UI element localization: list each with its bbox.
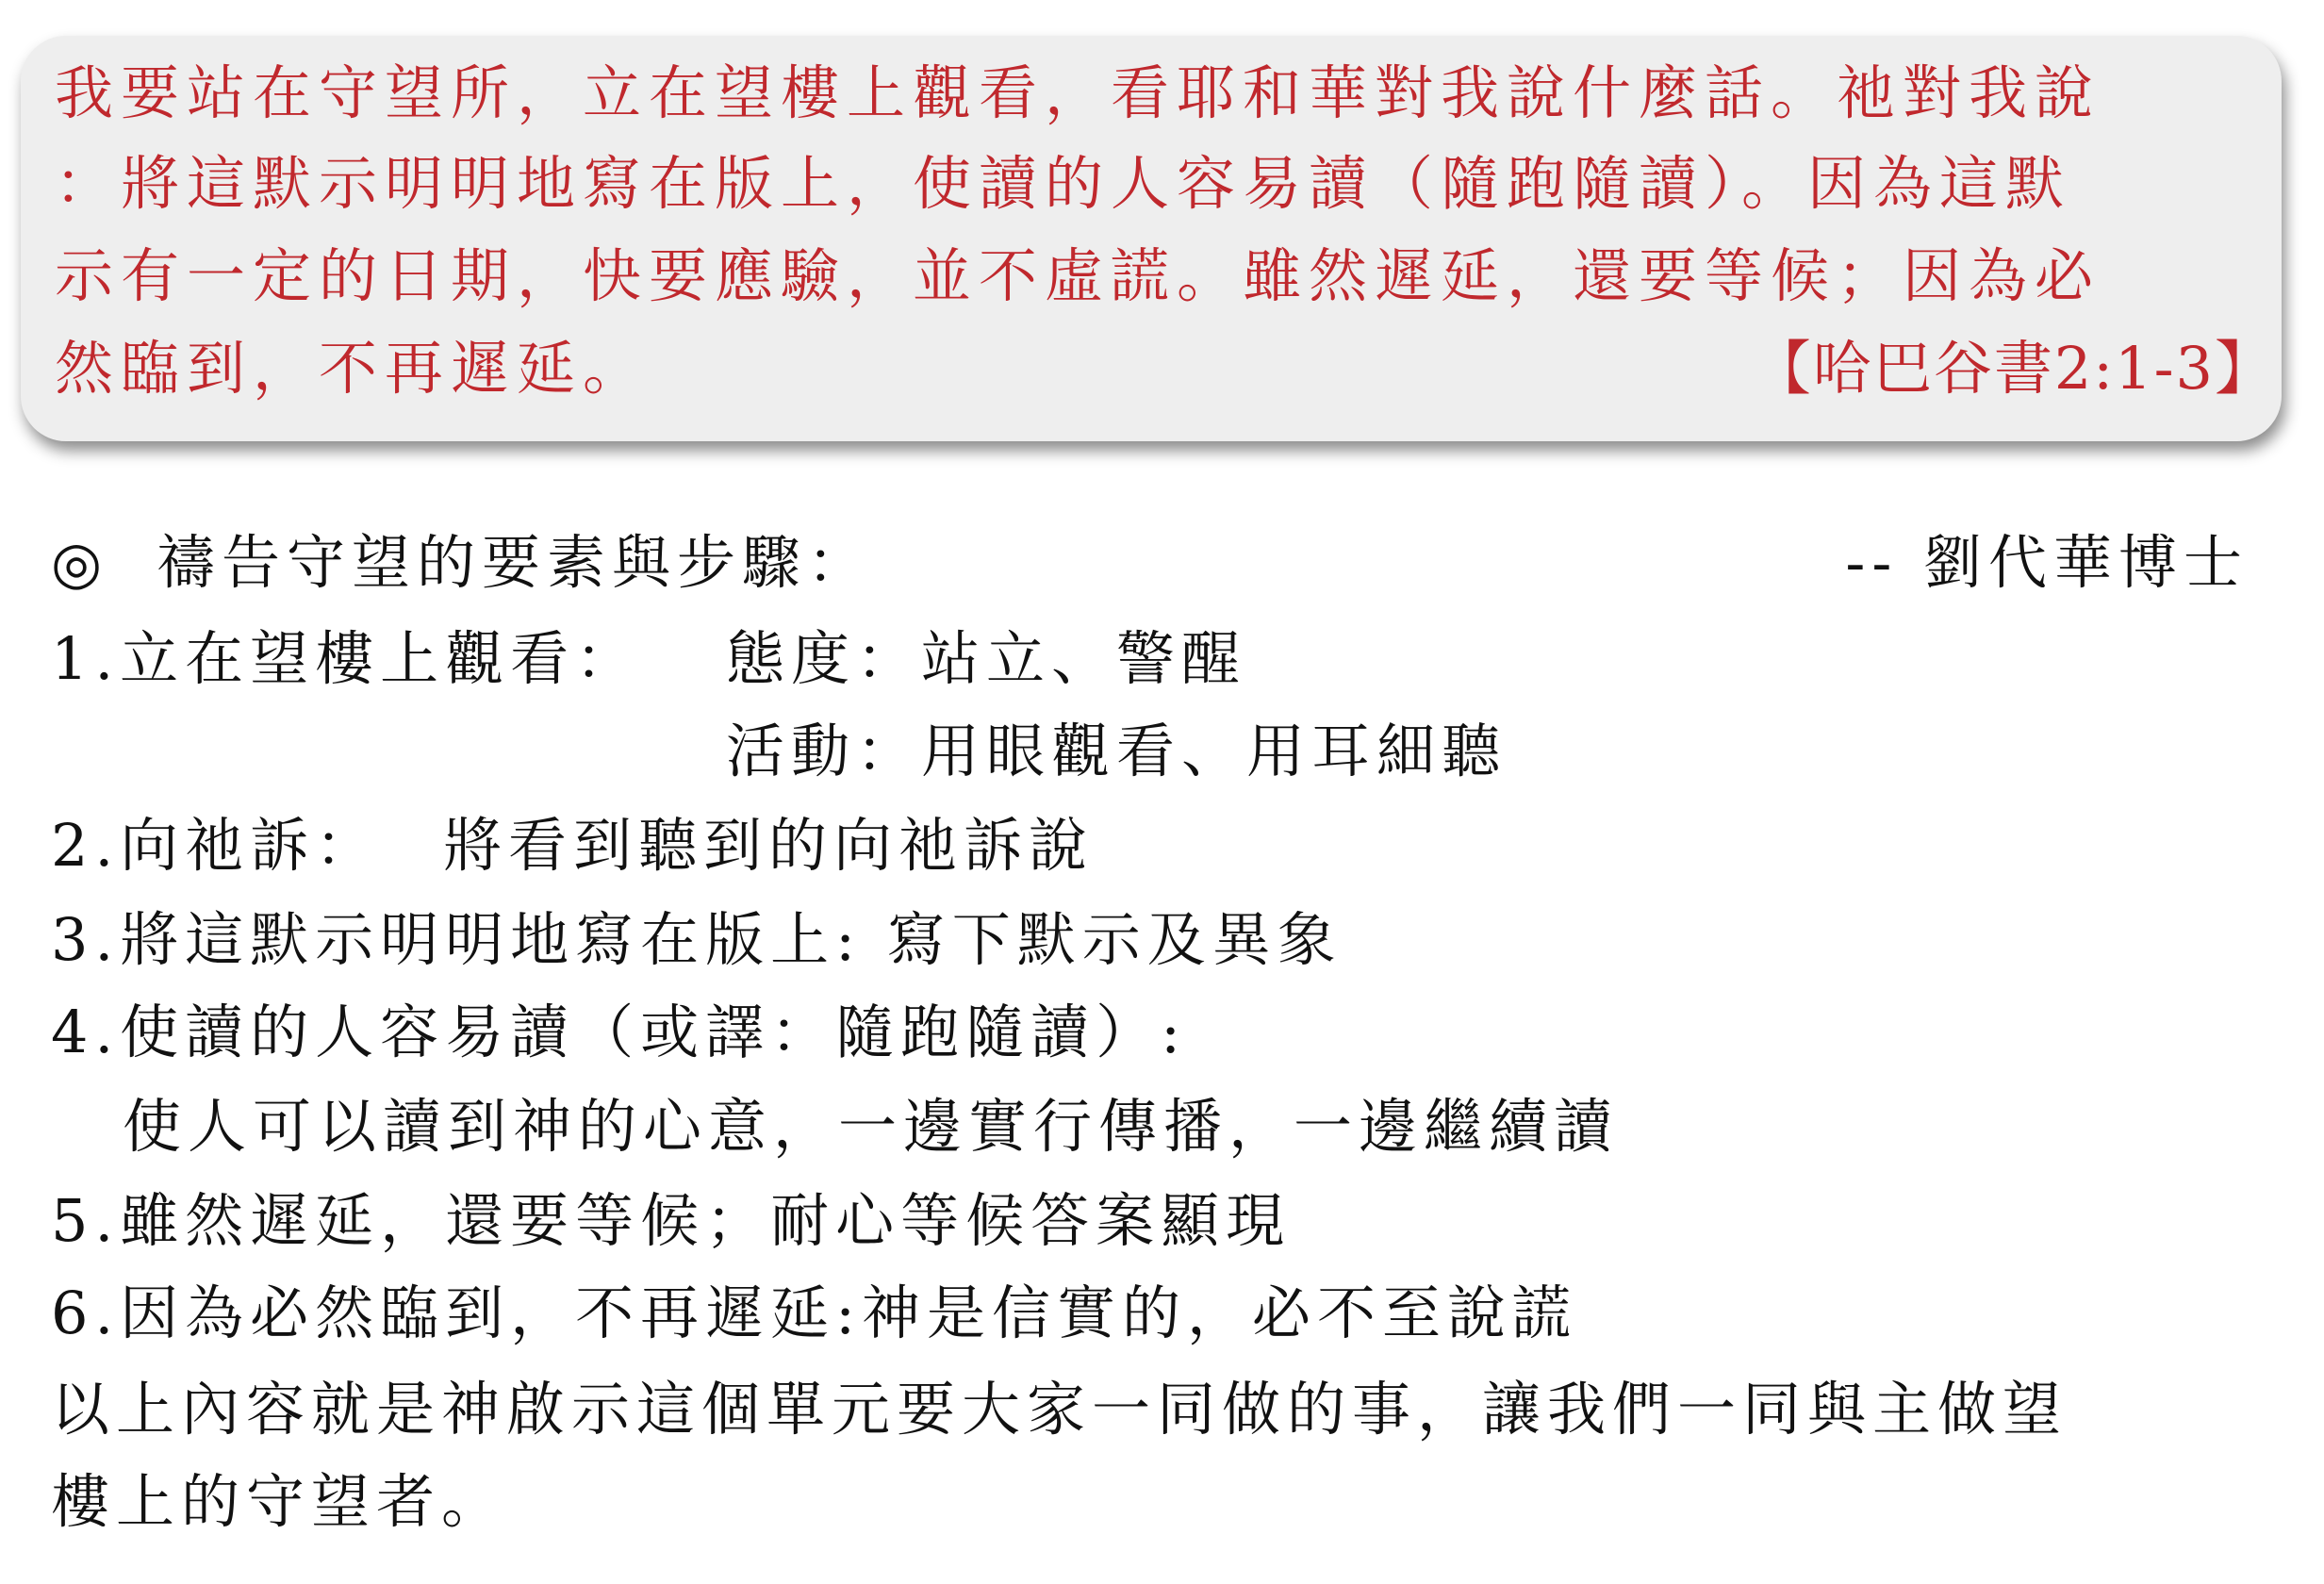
step-6: 6.因為必然臨到，不再遲延:神是信實的，必不至說謊 [51, 1279, 1578, 1347]
closing-line-2: 樓上的守望者。 [51, 1467, 507, 1536]
step-5: 5.雖然遲延，還要等候；耐心等候答案顯現 [51, 1186, 1292, 1255]
step-4-title: 4.使讀的人容易讀（或譯：隨跑隨讀）: [51, 998, 1188, 1066]
step-2-detail: 將看到聽到的向祂訴說 [443, 811, 1095, 880]
scripture-line-4: 然臨到，不再遲延。 [55, 334, 650, 403]
author-credit: -- 劉代華博士 [1845, 528, 2249, 597]
section-heading: 禱告守望的要素與步驟： [157, 528, 873, 597]
step-4-detail: 使人可以讀到神的心意，一邊實行傳播，一邊繼續讀 [123, 1092, 1620, 1161]
step-1-attitude: 態度：站立、警醒 [726, 624, 1247, 693]
scripture-reference: 【哈巴谷書2:1-3】 [1752, 334, 2275, 403]
step-2-title: 2.向祂訴： [51, 811, 381, 880]
step-1-activity: 活動：用眼觀看、用耳細聽 [726, 717, 1508, 785]
scripture-line-2: ：將這默示明明地寫在版上，使讀的人容易讀（隨跑隨讀）。因為這默 [55, 149, 2072, 218]
closing-line-1: 以上內容就是神啟示這個單元要大家一同做的事，讓我們一同與主做望 [51, 1375, 2069, 1444]
scripture-line-3: 示有一定的日期，快要應驗，並不虛謊。雖然遲延，還要等候；因為必 [55, 241, 2101, 310]
scripture-line-1: 我要站在守望所，立在望樓上觀看，看耶和華對我說什麼話。祂對我說 [55, 58, 2101, 127]
step-1-title: 1.立在望樓上觀看： [51, 624, 641, 693]
step-3: 3.將這默示明明地寫在版上: 寫下默示及異象 [51, 905, 1343, 974]
bullseye-icon: ◎ [51, 528, 103, 597]
